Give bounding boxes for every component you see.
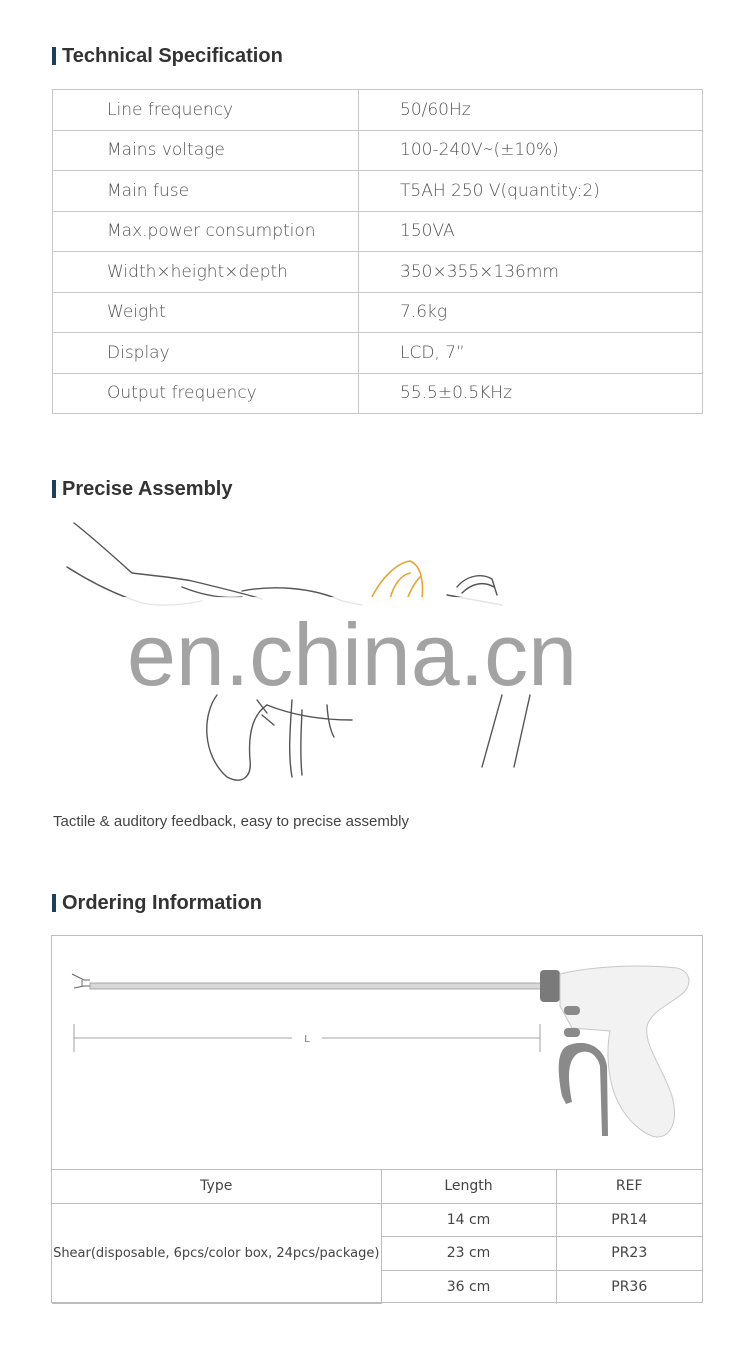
trigger (559, 1043, 608, 1136)
device-illustration (52, 936, 702, 1170)
header-ref: REF (556, 1170, 702, 1204)
title-accent-bar (52, 47, 56, 65)
table-row (53, 333, 703, 374)
table-row (53, 130, 703, 171)
ordering-panel (51, 935, 703, 1303)
ordering-table (52, 1169, 702, 1304)
spec-section-title (52, 45, 283, 67)
ordering-title-text: Ordering Information (62, 892, 262, 914)
spec-value: 150VA (359, 211, 703, 252)
ordering-section-title (52, 892, 262, 914)
type-value: Shear(disposable, 6pcs/color box, 24pcs/package) (52, 1203, 381, 1304)
spec-title-text: Technical Specification (62, 45, 283, 67)
spec-key: Output frequency (53, 373, 359, 414)
ref-value: PR14 (556, 1203, 702, 1237)
spec-key: Main fuse (53, 171, 359, 212)
title-accent-bar (52, 894, 56, 912)
table-row (53, 90, 703, 131)
header-type: Type (52, 1170, 381, 1204)
spec-value: 50/60Hz (359, 90, 703, 131)
spec-value: 7.6kg (359, 292, 703, 333)
table-header-row (52, 1170, 702, 1204)
spec-value: T5AH 250 V(quantity:2) (359, 171, 703, 212)
spec-key: Display (53, 333, 359, 374)
table-row (53, 252, 703, 293)
assembly-title-text: Precise Assembly (62, 478, 233, 500)
spec-value: 55.5±0.5KHz (359, 373, 703, 414)
spec-key: Line frequency (53, 90, 359, 131)
ref-value: PR23 (556, 1237, 702, 1271)
table-row (52, 1203, 702, 1237)
title-accent-bar (52, 480, 56, 498)
length-value: 23 cm (381, 1237, 556, 1271)
dimension-label: L (304, 1034, 310, 1045)
header-length: Length (381, 1170, 556, 1204)
table-row (53, 171, 703, 212)
assembly-caption: Tactile & auditory feedback, easy to precise assembly (53, 813, 410, 830)
length-value: 14 cm (381, 1203, 556, 1237)
ref-value: PR36 (556, 1270, 702, 1304)
rotation-knob (540, 970, 560, 1002)
spec-key: Width×height×depth (53, 252, 359, 293)
button-icon (564, 1028, 580, 1037)
spec-key: Max.power consumption (53, 211, 359, 252)
button-icon (564, 1006, 580, 1015)
spec-table (52, 89, 703, 414)
spec-value: LCD, 7” (359, 333, 703, 374)
watermark-text: en.china.cn (126, 605, 578, 704)
spec-key: Weight (53, 292, 359, 333)
table-row (53, 292, 703, 333)
spec-value: 350×355×136mm (359, 252, 703, 293)
assembly-section-title (52, 478, 232, 500)
assembly-illustration (52, 515, 702, 795)
length-value: 36 cm (381, 1270, 556, 1304)
jaw-tip-icon (72, 974, 90, 988)
shaft (90, 983, 542, 989)
table-row (53, 211, 703, 252)
spec-value: 100-240V∼(±10%) (359, 130, 703, 171)
spec-key: Mains voltage (53, 130, 359, 171)
table-row (53, 373, 703, 414)
